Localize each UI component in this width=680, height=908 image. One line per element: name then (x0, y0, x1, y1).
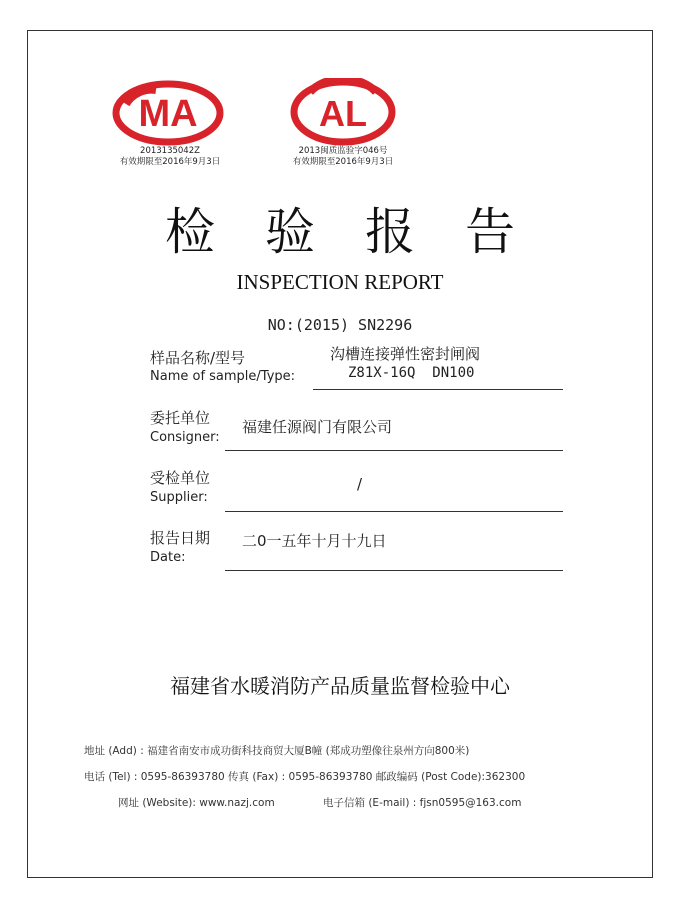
consigner-label-cn: 委托单位 (150, 409, 211, 427)
supplier-value: / (357, 475, 363, 493)
sample-name-value: 沟槽连接弹性密封闸阀 (330, 345, 481, 363)
consigner-underline (225, 450, 563, 451)
report-title-chinese: 检验报告 (165, 203, 565, 261)
contact-address: 地址 (Add) : 福建省南安市成功街科技商贸大厦B幢 (郑成功塑像往泉州方向800米) (84, 745, 470, 757)
cal-logo (290, 78, 396, 146)
cma-validity: 有效期限至2016年9月3日 (119, 157, 221, 167)
date-label-cn: 报告日期 (150, 529, 211, 547)
consigner-label-en: Consigner: (150, 430, 220, 445)
sample-type-value: Z81X-16Q DN100 (348, 365, 475, 381)
contact-email[interactable]: 电子信箱 (E-mail) : fjsn0595@163.com (323, 797, 522, 809)
sample-label-en: Name of sample/Type: (150, 369, 296, 384)
cma-cert-number: 2013135042Z (140, 146, 200, 156)
contact-website[interactable]: 网址 (Website): www.nazj.com (118, 797, 275, 809)
date-label-en: Date: (150, 550, 186, 565)
sample-label-cn: 样品名称/型号 (150, 349, 246, 367)
report-number: NO:(2015) SN2296 (267, 316, 413, 334)
consigner-value: 福建任源阀门有限公司 (242, 418, 393, 436)
contact-phone-fax-postcode: 电话 (Tel) : 0595-86393780 传真 (Fax) : 0595-86393780 邮政编码 (Post Code):362300 (84, 771, 526, 783)
cma-mark-text: MA (138, 93, 198, 135)
supplier-label-en: Supplier: (150, 490, 208, 505)
date-value: 二0一五年十月十九日 (242, 532, 387, 550)
cal-mark-text: AL (319, 93, 367, 134)
cma-logo (112, 80, 224, 146)
cal-validity: 有效期限至2016年9月3日 (292, 157, 394, 167)
cal-cert-number: 2013闽质监验字046号 (298, 146, 388, 156)
sample-underline (313, 389, 563, 390)
supplier-label-cn: 受检单位 (150, 469, 211, 487)
report-title-english: INSPECTION REPORT (236, 270, 444, 294)
issuing-center-name: 福建省水暖消防产品质量监督检验中心 (170, 674, 510, 698)
date-underline (225, 570, 563, 571)
supplier-underline (225, 511, 563, 512)
